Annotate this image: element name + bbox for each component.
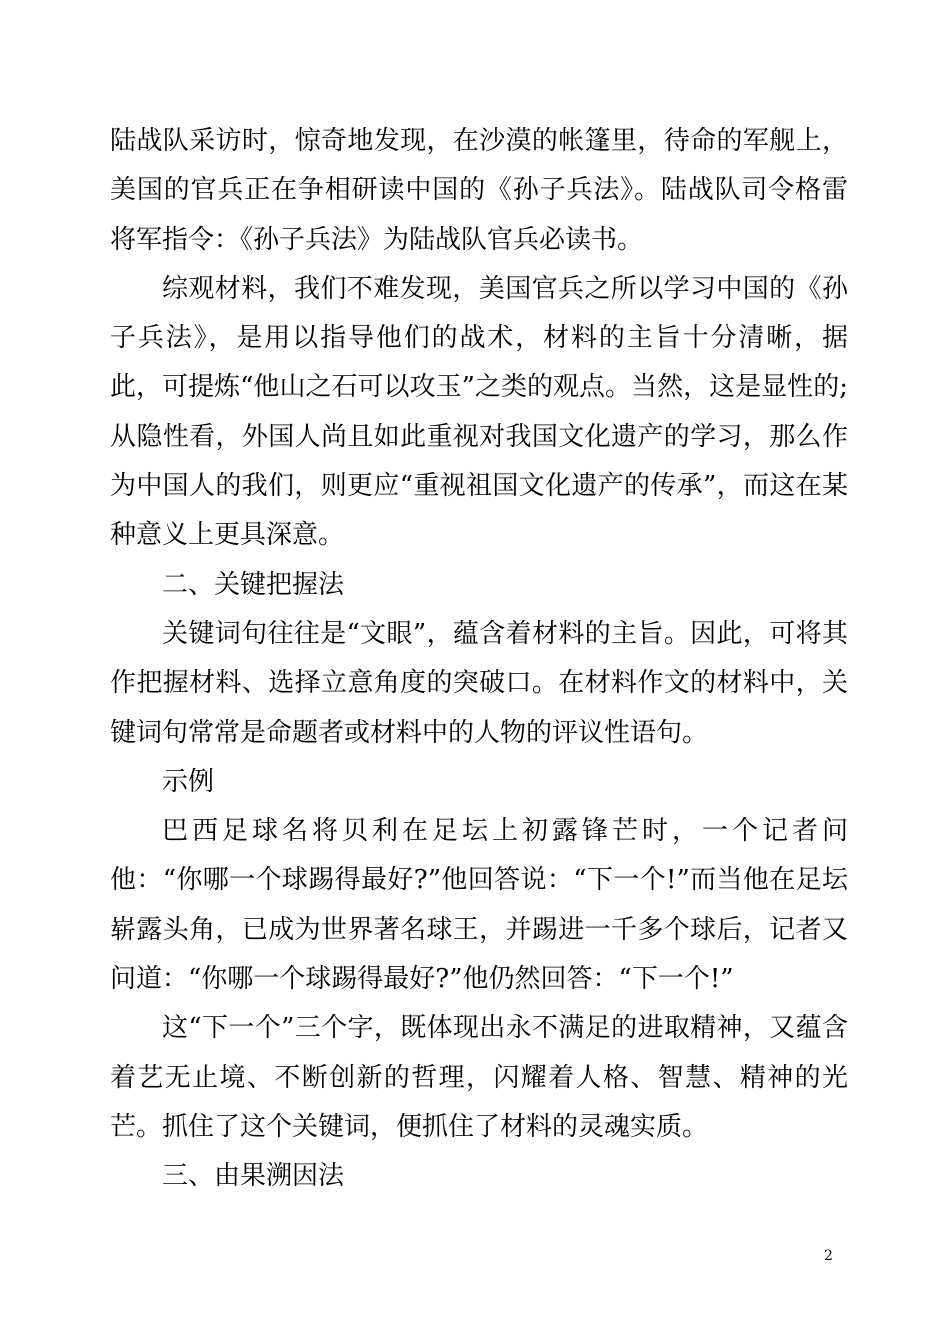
section-heading-2: 二、关键把握法 bbox=[162, 569, 345, 600]
paragraph-5: 这“下一个”三个字，既体现出永不满足的进取精神，又蕴含着艺无止境、不断创新的哲理，闪耀着人格、智慧、精神的光芒。抓住了这个关键词，便抓住了材料的灵魂实质。 bbox=[110, 1013, 848, 1142]
body-text bbox=[110, 117, 848, 1202]
example-label: 示例 bbox=[162, 766, 215, 797]
paragraph-1: 陆战队采访时，惊奇地发现，在沙漠的帐篷里，待命的军舰上，美国的官兵正在争相研读中国的《孙子兵法》。陆战队司令格雷将军指令：《孙子兵法》为陆战队官兵必读书。 bbox=[110, 126, 848, 255]
paragraph-2: 综观材料，我们不难发现，美国官兵之所以学习中国的《孙子兵法》，是用以指导他们的战术，材料的主旨十分清晰，据此，可提炼“他山之石可以攻玉”之类的观点。当然，这是显性的;从隐性看，外国人尚且如此重视对我国文化遗产的学习，那么作为中国人的我们，则更应“重视祖国文化遗产的传承”，而这在某种意义上更具深意。 bbox=[110, 273, 848, 551]
page-number: 2 bbox=[824, 1248, 833, 1264]
section-heading-3: 三、由果溯因法 bbox=[162, 1161, 345, 1192]
paragraph-4: 巴西足球名将贝利在足坛上初露锋芒时，一个记者问他：“你哪一个球踢得最好?”他回答说：“下一个!”而当他在足坛崭露头角，已成为世界著名球王，并踢进一千多个球后，记者又问道：“你哪一个球踢得最好?”他仍然回答：“下一个!” bbox=[110, 816, 848, 995]
paragraph-3: 关键词句往往是“文眼”，蕴含着材料的主旨。因此，可将其作把握材料、选择立意角度的突破口。在材料作文的材料中，关键词句常常是命题者或材料中的人物的评议性语句。 bbox=[110, 618, 848, 748]
